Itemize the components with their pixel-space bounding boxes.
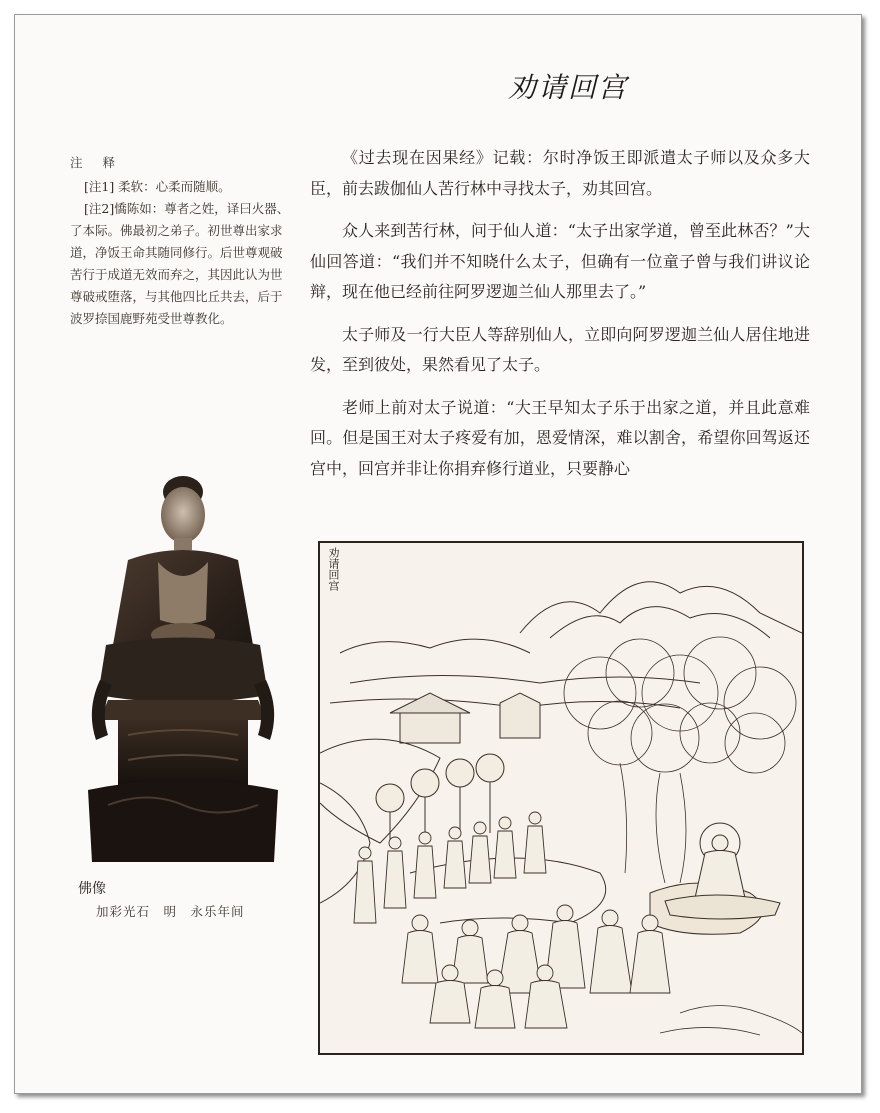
main-text bbox=[310, 143, 810, 496]
note-text-1: [注1] 柔软：心柔而随顺。 bbox=[84, 179, 231, 194]
statue-caption-title: 佛像 bbox=[78, 881, 106, 897]
paragraph-4: 老师上前对太子说道：“大王早知太子乐于出家之道，并且此意难回。但是国王对太子疼爱有加，恩爱情深，难以割舍，希望你回驾返还宫中，回宫并非让你捐弃修行道业，只要静心 bbox=[310, 397, 810, 478]
illustration-inscription: 劝请回宫 bbox=[327, 547, 340, 591]
note-text-2: [注2]憍陈如：尊者之姓，译曰火器、了本际。佛最初之弟子。初世尊出家求道，净饭王命其随同修行。后世尊观破苦行于成道无效而弃之，其因此认为世尊破戒堕落，与其他四比丘共去，后于波罗捺国鹿野苑受世尊教化。 bbox=[70, 201, 290, 326]
paragraph-1: 《过去现在因果经》记载：尔时净饭王即派遣太子师以及众多大臣，前去跋伽仙人苦行林中寻找太子，劝其回宫。 bbox=[310, 148, 810, 198]
woodblock-illustration bbox=[318, 541, 804, 1055]
note-entry-2 bbox=[70, 198, 292, 330]
buddha-statue-image bbox=[88, 470, 278, 870]
illustration-scene bbox=[320, 543, 802, 1053]
buddha-statue-drawing bbox=[88, 470, 278, 870]
notes-column bbox=[70, 152, 292, 330]
page-title: 劝请回宫 bbox=[508, 71, 629, 104]
paragraph-3: 太子师及一行大臣人等辞别仙人，立即向阿罗逻迦兰仙人居住地进发，至到彼处，果然看见了太子。 bbox=[310, 324, 810, 374]
note-entry-1 bbox=[70, 176, 292, 198]
paragraph-2: 众人来到苦行林，问于仙人道：“太子出家学道，曾至此林否？”大仙回答道：“我们并不知晓什么太子，但确有一位童子曾与我们讲议论辩，现在他已经前往阿罗逻迦兰仙人那里去了。” bbox=[310, 221, 810, 301]
notes-heading: 注 释 bbox=[70, 155, 123, 170]
statue-caption-subtitle: 加彩光石 明 永乐年间 bbox=[96, 904, 245, 919]
